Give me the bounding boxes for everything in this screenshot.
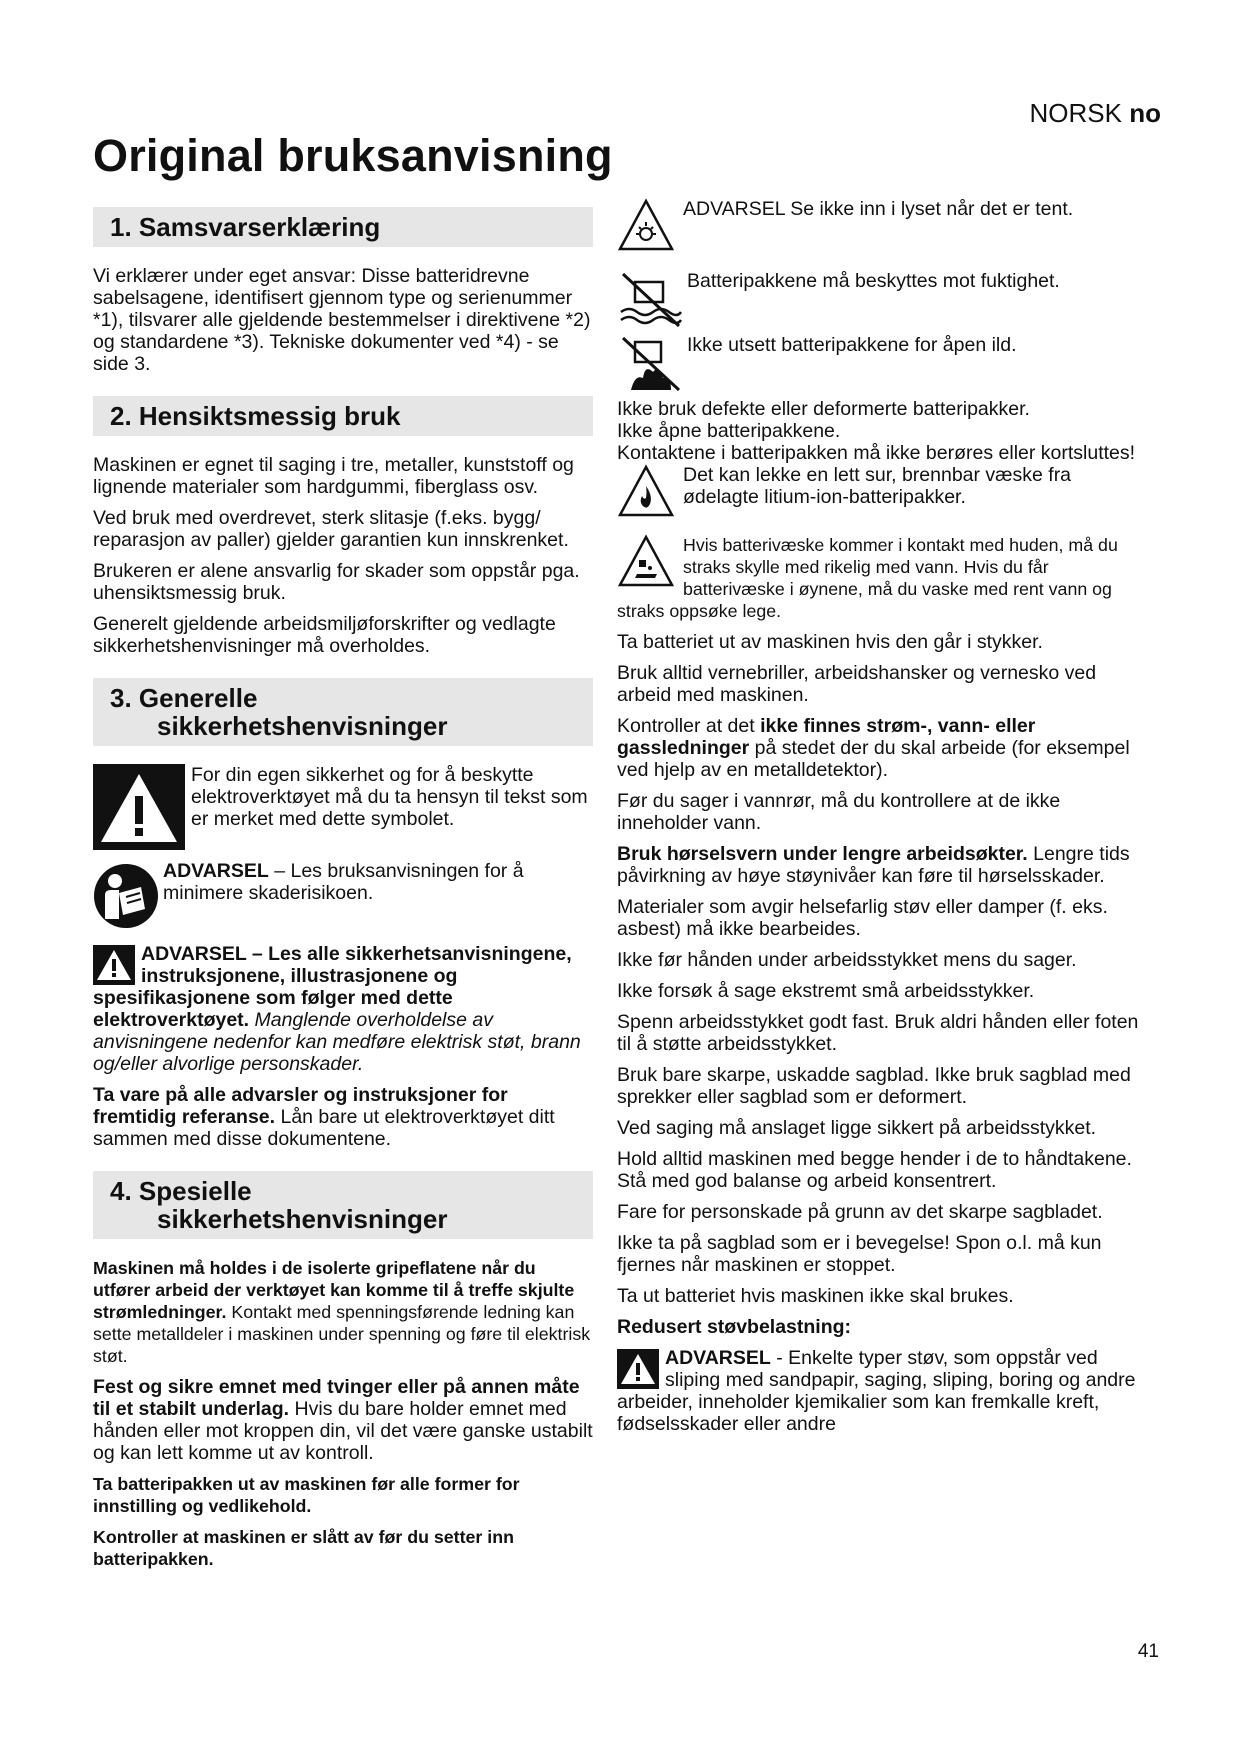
leak-row	[617, 464, 1142, 518]
language-label	[1030, 98, 1161, 129]
read-all-warning-bold: ADVARSEL – Les alle sikkerhetsanvisningene, instruksjonene, illustrasjonene og spesifikasjonene som følger med dette elektroverktøyet.	[93, 943, 572, 1031]
switch-off-text	[93, 1526, 593, 1570]
hearing-protection-bold: Bruk hørselsvern under lengre arbeidsøkter.	[617, 843, 1028, 865]
section-3-heading-line1: 3. Generelle	[110, 683, 258, 713]
defect-text-2: Ikke åpne batteripakkene.	[617, 420, 841, 442]
remove-broken-battery: Ta batteriet ut av maskinen hvis den går i stykker.	[617, 631, 1043, 653]
dust-heading	[617, 1316, 1142, 1338]
remove-battery-bold: Ta batteripakken ut av maskinen før alle former for innstilling og vedlikehold.	[93, 1474, 520, 1516]
check-lines-bold: ikke finnes strøm-, vann- eller gassledninger	[617, 715, 1036, 759]
moisture-text: Batteripakkene må beskyttes mot fuktighet.	[687, 270, 1060, 292]
skin-contact-body: Hvis batterivæske kommer i kontakt med huden, må du straks skylle med rikelig med vann. Hvis du får batterivæske i øynene, må du vaske med rent vann og straks oppsøke lege.	[617, 535, 1118, 621]
injury-risk: Fare for personskade på grunn av det skarpe sagbladet.	[617, 1201, 1103, 1223]
check-lines	[617, 715, 1142, 781]
leak-text: Det kan lekke en lett sur, brennbar væske fra ødelagte litium-ion-batteripakker.	[683, 464, 1072, 508]
section-2-heading: 2. Hensiktsmessig bruk	[93, 396, 593, 436]
remove-battery-text	[93, 1473, 593, 1517]
clamp-workpiece-body: Hvis du bare holder emnet med hånden eller mot kroppen din, vil det være ganske ustabilt og kan lett komme ut av kontroll.	[93, 1398, 593, 1464]
page-number: 41	[1137, 1641, 1159, 1662]
read-manual-row	[93, 860, 593, 929]
fire-row	[617, 334, 1142, 394]
dust-warning-body: - Enkelte typer støv, som oppstår ved sliping med sandpapir, saging, sliping, boring og andre arbeider, inneholder kjemikalier som kan fremkalle kreft, fødselsskader eller andre	[617, 1347, 1136, 1435]
insulated-grip-body: Kontakt med spenningsførende ledning kan sette metalldeler i maskinen under spenning og føre til elektrisk støt.	[93, 1302, 591, 1366]
hazardous-dust: Materialer som avgir helsefarlig støv eller damper (f. eks. asbest) må ikke bearbeides.	[617, 896, 1108, 940]
clamp-workpiece-text	[93, 1376, 593, 1464]
hearing-protection-body: Lengre tids påvirkning av høye støynivåer kan føre til hørselsskader.	[617, 843, 1130, 887]
no-moisture-icon	[617, 270, 683, 330]
left-column	[93, 207, 593, 1579]
insulated-grip-bold: Maskinen må holdes i de isolerte gripeflatene når du utfører arbeid der verktøyet kan komme til å treffe skjulte strømledninger.	[93, 1258, 575, 1322]
no-fire-icon	[617, 334, 683, 394]
switch-off-bold: Kontroller at maskinen er slått av før du setter inn batteripakken.	[93, 1527, 514, 1569]
dust-heading-text: Redusert støvbelastning:	[617, 1316, 852, 1338]
water-pipes: Før du sager i vannrør, må du kontrollere at de ikke inneholder vann.	[617, 790, 1061, 834]
light-warning-row	[617, 198, 1142, 252]
corrosive-warning-icon	[617, 534, 675, 588]
moisture-row	[617, 270, 1142, 330]
defect-text-3: Kontaktene i batteripakken må ikke berøres eller kortsluttes!	[617, 442, 1136, 464]
check-lines-part1: Kontroller at det	[617, 715, 761, 737]
two-hands: Hold alltid maskinen med begge hender i de to håndtakene. Stå med god balanse og arbeid konsentrert.	[617, 1148, 1132, 1192]
dust-warning	[617, 1347, 1142, 1435]
sharp-blades: Bruk bare skarpe, uskadde sagblad. Ikke bruk sagblad med sprekker eller sagblad som er deformert.	[617, 1064, 1131, 1108]
keep-instructions-body: Lån bare ut elektroverktøyet ditt sammen med disse dokumentene.	[93, 1106, 555, 1150]
fire-text: Ikke utsett batteripakkene for åpen ild.	[687, 334, 1017, 356]
hearing-protection	[617, 843, 1142, 887]
read-manual-body: – Les bruksanvisningen for å minimere skaderisikoen.	[163, 860, 524, 904]
page-title: Original bruksanvisning	[93, 130, 613, 181]
section-1-heading: 1. Samsvarserklæring	[93, 207, 593, 247]
section-3-heading	[93, 678, 593, 746]
light-warning-icon	[617, 198, 675, 252]
keep-instructions-bold: Ta vare på alle advarsler og instruksjoner for fremtidig referanse.	[93, 1084, 508, 1128]
check-lines-part2: på stedet der du skal arbeide (for eksempel ved hjelp av en metalldetektor).	[617, 737, 1130, 781]
language-code: no	[1129, 98, 1161, 128]
defect-text-1: Ikke bruk defekte eller deformerte batteripakker.	[617, 398, 1030, 420]
intended-use-text: Maskinen er egnet til saging i tre, metaller, kunststoff og lignende materialer som hardgummi, fiberglass osv.	[93, 454, 574, 498]
right-column	[617, 198, 1142, 1444]
warning-square-small-icon	[93, 945, 135, 985]
declaration-text: Vi erklærer under eget ansvar: Disse batteridrevne sabelsagene, identifisert gjennom type og serienummer *1), tilsvarer alle gjeldende bestemmelser i direktivene *2) og standardene *3). Tekniske dokumenter ved *4) - se side 3.	[93, 265, 591, 375]
flammable-warning-icon	[617, 464, 675, 518]
hand-under-workpiece: Ikke før hånden under arbeidsstykket mens du sager.	[617, 949, 1077, 971]
dust-warning-label: ADVARSEL	[665, 1347, 771, 1369]
insulated-grip-text	[93, 1257, 593, 1367]
warning-square-small-icon	[617, 1349, 659, 1389]
small-workpieces: Ikke forsøk å sage ekstremt små arbeidsstykker.	[617, 980, 1035, 1002]
read-all-warning-italic: Manglende overholdelse av anvisningene nedenfor kan medføre elektrisk støt, brann og/eller alvorlige personskader.	[93, 1009, 581, 1075]
warranty-text: Ved bruk med overdrevet, sterk slitasje (f.eks. bygg/ reparasjon av paller) gjelder garantien kun innskrenket.	[93, 507, 569, 551]
symbol-explanation: For din egen sikkerhet og for å beskytte elektroverktøyet må du ta hensyn til tekst som er merket med dette symbolet.	[191, 764, 588, 830]
regulations-text: Generelt gjeldende arbeidsmiljøforskrifter og vedlagte sikkerhetshenvisninger må overholdes.	[93, 613, 556, 657]
stop-on-workpiece: Ved saging må anslaget ligge sikkert på arbeidsstykket.	[617, 1117, 1097, 1139]
section-4-heading-line1: 4. Spesielle	[110, 1176, 252, 1206]
language-name: NORSK	[1029, 98, 1122, 128]
section-3-heading-line2: sikkerhetshenvisninger	[157, 711, 448, 741]
warning-square-icon	[93, 764, 185, 850]
read-manual-icon	[93, 863, 159, 929]
keep-instructions	[93, 1084, 593, 1150]
remove-when-idle: Ta ut batteriet hvis maskinen ikke skal brukes.	[617, 1285, 1014, 1307]
moving-blade: Ikke ta på sagblad som er i bevegelse! Spon o.l. må kun fjernes når maskinen er stoppet.	[617, 1232, 1102, 1276]
read-manual-text	[163, 860, 593, 904]
protective-gear: Bruk alltid vernebriller, arbeidshansker og vernesko ved arbeid med maskinen.	[617, 662, 1097, 706]
read-manual-label: ADVARSEL	[163, 860, 269, 882]
section-4-heading	[93, 1171, 593, 1239]
general-warning-row	[93, 764, 593, 850]
section-4-heading-line2: sikkerhetshenvisninger	[157, 1204, 448, 1234]
liability-text: Brukeren er alene ansvarlig for skader som oppstår pga. uhensiktsmessig bruk.	[93, 560, 580, 604]
skin-contact-text	[617, 534, 1142, 622]
clamp-firmly: Spenn arbeidsstykket godt fast. Bruk aldri hånden eller foten til å støtte arbeidsstykket.	[617, 1011, 1139, 1055]
clamp-workpiece-bold: Fest og sikre emnet med tvinger eller på annen måte til et stabilt underlag.	[93, 1376, 580, 1420]
read-all-warning	[93, 943, 593, 1075]
light-warning-text: ADVARSEL Se ikke inn i lyset når det er tent.	[683, 198, 1074, 220]
